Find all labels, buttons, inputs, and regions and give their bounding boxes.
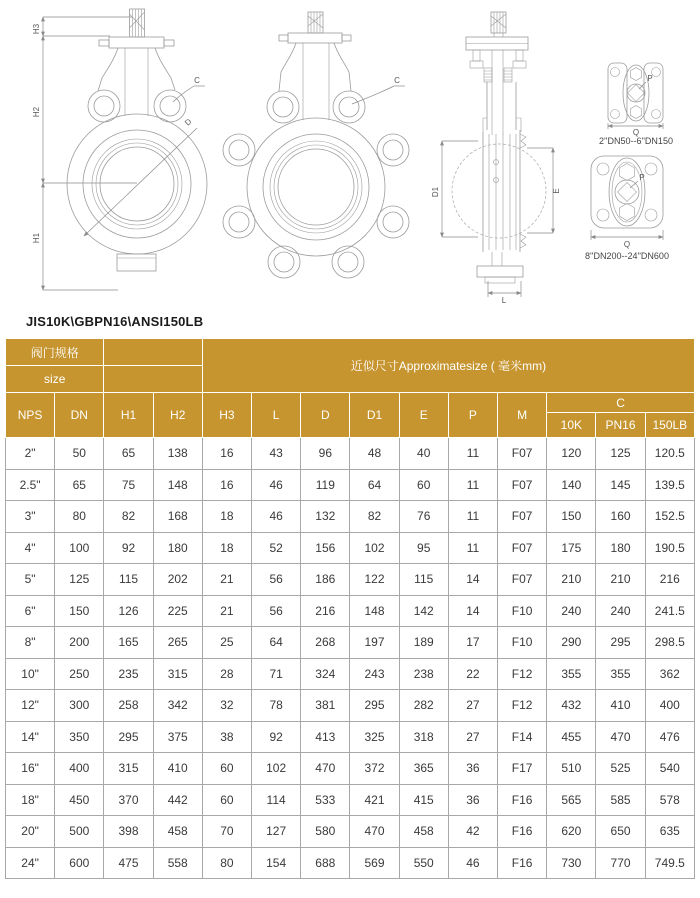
col-header-d1: D1 bbox=[350, 393, 399, 438]
wafer-valve-front-drawing bbox=[32, 9, 207, 290]
pad-caption-small: 2''DN50--6''DN150 bbox=[599, 136, 673, 146]
table-cell: 71 bbox=[252, 658, 301, 690]
table-cell: 27 bbox=[448, 690, 497, 722]
table-cell: 65 bbox=[55, 469, 104, 501]
table-cell: 152.5 bbox=[645, 501, 694, 533]
table-cell: 415 bbox=[399, 784, 448, 816]
table-cell: 197 bbox=[350, 627, 399, 659]
table-cell: 241.5 bbox=[645, 595, 694, 627]
table-cell: 10" bbox=[6, 658, 55, 690]
table-cell: 48 bbox=[350, 438, 399, 470]
table-cell: 36 bbox=[448, 784, 497, 816]
table-cell: 42 bbox=[448, 816, 497, 848]
col-header-p: P bbox=[448, 393, 497, 438]
table-cell: 268 bbox=[301, 627, 350, 659]
dim-label-q-large: Q bbox=[623, 240, 631, 249]
table-cell: 620 bbox=[547, 816, 596, 848]
table-cell: 18 bbox=[202, 501, 251, 533]
table-cell: 210 bbox=[547, 564, 596, 596]
table-cell: 120.5 bbox=[645, 438, 694, 470]
spec-table-body bbox=[6, 438, 695, 879]
col-header-h3: H3 bbox=[202, 393, 251, 438]
table-cell: 216 bbox=[301, 595, 350, 627]
table-cell: 238 bbox=[399, 658, 448, 690]
table-cell: 24" bbox=[6, 847, 55, 879]
table-cell: 398 bbox=[104, 816, 153, 848]
table-cell: 165 bbox=[104, 627, 153, 659]
table-cell: 381 bbox=[301, 690, 350, 722]
table-cell: 150 bbox=[55, 595, 104, 627]
table-cell: 282 bbox=[399, 690, 448, 722]
table-cell: 142 bbox=[399, 595, 448, 627]
table-cell: 243 bbox=[350, 658, 399, 690]
table-cell: 148 bbox=[350, 595, 399, 627]
dim-label-q-small: Q bbox=[632, 128, 640, 137]
table-cell: 432 bbox=[547, 690, 596, 722]
table-cell: 28 bbox=[202, 658, 251, 690]
table-cell: 730 bbox=[547, 847, 596, 879]
dim-label-c-wafer: C bbox=[194, 76, 200, 85]
table-row bbox=[6, 595, 695, 627]
table-cell: 186 bbox=[301, 564, 350, 596]
pad-caption-large: 8''DN200--24''DN600 bbox=[585, 251, 669, 261]
table-cell: F17 bbox=[498, 753, 547, 785]
table-cell: 510 bbox=[547, 753, 596, 785]
table-cell: 40 bbox=[399, 438, 448, 470]
table-cell: 413 bbox=[301, 721, 350, 753]
table-cell: 3" bbox=[6, 501, 55, 533]
table-cell: 688 bbox=[301, 847, 350, 879]
table-cell: 96 bbox=[301, 438, 350, 470]
table-cell: 295 bbox=[596, 627, 645, 659]
table-cell: 650 bbox=[596, 816, 645, 848]
table-row bbox=[6, 784, 695, 816]
table-cell: F07 bbox=[498, 438, 547, 470]
table-row bbox=[6, 532, 695, 564]
table-cell: F12 bbox=[498, 690, 547, 722]
table-cell: 455 bbox=[547, 721, 596, 753]
table-row bbox=[6, 627, 695, 659]
table-cell: 421 bbox=[350, 784, 399, 816]
table-cell: 92 bbox=[252, 721, 301, 753]
table-cell: 125 bbox=[596, 438, 645, 470]
table-cell: 64 bbox=[350, 469, 399, 501]
table-cell: F07 bbox=[498, 501, 547, 533]
table-cell: 52 bbox=[252, 532, 301, 564]
table-cell: 160 bbox=[596, 501, 645, 533]
table-cell: 372 bbox=[350, 753, 399, 785]
table-cell: F07 bbox=[498, 532, 547, 564]
header-empty-cell bbox=[104, 366, 202, 393]
table-cell: 470 bbox=[350, 816, 399, 848]
table-cell: 540 bbox=[645, 753, 694, 785]
table-cell: 189 bbox=[399, 627, 448, 659]
table-cell: 46 bbox=[252, 501, 301, 533]
table-cell: 100 bbox=[55, 532, 104, 564]
table-cell: 50 bbox=[55, 438, 104, 470]
table-cell: 56 bbox=[252, 564, 301, 596]
table-cell: 32 bbox=[202, 690, 251, 722]
dim-label-h1: H1 bbox=[32, 232, 41, 244]
table-cell: 154 bbox=[252, 847, 301, 879]
table-cell: 265 bbox=[153, 627, 202, 659]
iso-pad-large-drawing bbox=[585, 156, 669, 261]
col-header-l: L bbox=[252, 393, 301, 438]
table-cell: 76 bbox=[399, 501, 448, 533]
dim-label-h3: H3 bbox=[32, 23, 41, 35]
valve-side-section-drawing bbox=[431, 12, 561, 305]
col-header-pn16: PN16 bbox=[596, 413, 645, 438]
table-cell: 550 bbox=[399, 847, 448, 879]
table-row bbox=[6, 753, 695, 785]
header-spec-group: 阀门规格 bbox=[6, 339, 104, 366]
table-cell: 148 bbox=[153, 469, 202, 501]
table-cell: 22 bbox=[448, 658, 497, 690]
table-row bbox=[6, 658, 695, 690]
table-cell: 120 bbox=[547, 438, 596, 470]
table-cell: 258 bbox=[104, 690, 153, 722]
table-cell: 458 bbox=[399, 816, 448, 848]
table-cell: 65 bbox=[104, 438, 153, 470]
table-row bbox=[6, 469, 695, 501]
dim-label-c-lug: C bbox=[394, 76, 400, 85]
table-cell: 410 bbox=[153, 753, 202, 785]
table-cell: 300 bbox=[55, 690, 104, 722]
table-cell: 565 bbox=[547, 784, 596, 816]
table-cell: 16 bbox=[202, 469, 251, 501]
header-size: size bbox=[6, 366, 104, 393]
table-cell: 2.5" bbox=[6, 469, 55, 501]
table-cell: 14" bbox=[6, 721, 55, 753]
table-cell: 20" bbox=[6, 816, 55, 848]
table-cell: 145 bbox=[596, 469, 645, 501]
table-cell: 102 bbox=[350, 532, 399, 564]
table-cell: 140 bbox=[547, 469, 596, 501]
spec-table-header bbox=[6, 339, 695, 438]
table-cell: 125 bbox=[55, 564, 104, 596]
table-cell: 770 bbox=[596, 847, 645, 879]
table-cell: 4" bbox=[6, 532, 55, 564]
table-cell: 533 bbox=[301, 784, 350, 816]
table-cell: 216 bbox=[645, 564, 694, 596]
table-cell: 92 bbox=[104, 532, 153, 564]
table-cell: 578 bbox=[645, 784, 694, 816]
table-cell: 114 bbox=[252, 784, 301, 816]
table-cell: 38 bbox=[202, 721, 251, 753]
table-cell: 525 bbox=[596, 753, 645, 785]
table-cell: 95 bbox=[399, 532, 448, 564]
table-cell: 295 bbox=[350, 690, 399, 722]
table-cell: 2" bbox=[6, 438, 55, 470]
table-cell: 21 bbox=[202, 564, 251, 596]
table-cell: 156 bbox=[301, 532, 350, 564]
table-cell: 138 bbox=[153, 438, 202, 470]
table-cell: 75 bbox=[104, 469, 153, 501]
table-cell: 325 bbox=[350, 721, 399, 753]
table-cell: 14 bbox=[448, 564, 497, 596]
dim-label-e: E bbox=[552, 188, 561, 194]
table-row bbox=[6, 847, 695, 879]
table-cell: 600 bbox=[55, 847, 104, 879]
table-cell: 240 bbox=[596, 595, 645, 627]
table-cell: 324 bbox=[301, 658, 350, 690]
table-cell: 202 bbox=[153, 564, 202, 596]
table-row bbox=[6, 501, 695, 533]
table-cell: 60 bbox=[399, 469, 448, 501]
table-cell: 18" bbox=[6, 784, 55, 816]
table-cell: 82 bbox=[104, 501, 153, 533]
table-cell: 315 bbox=[153, 658, 202, 690]
spec-table bbox=[5, 338, 695, 879]
table-cell: 749.5 bbox=[645, 847, 694, 879]
col-header-nps: NPS bbox=[6, 393, 55, 438]
table-cell: 43 bbox=[252, 438, 301, 470]
table-cell: 127 bbox=[252, 816, 301, 848]
dim-label-d1: D1 bbox=[431, 186, 440, 198]
table-cell: 476 bbox=[645, 721, 694, 753]
table-cell: 122 bbox=[350, 564, 399, 596]
table-cell: 365 bbox=[399, 753, 448, 785]
table-cell: 11 bbox=[448, 501, 497, 533]
table-row bbox=[6, 564, 695, 596]
table-cell: 175 bbox=[547, 532, 596, 564]
table-cell: 60 bbox=[202, 784, 251, 816]
table-cell: 470 bbox=[596, 721, 645, 753]
table-cell: 558 bbox=[153, 847, 202, 879]
table-cell: 225 bbox=[153, 595, 202, 627]
dim-label-h2: H2 bbox=[32, 106, 41, 118]
table-cell: 80 bbox=[202, 847, 251, 879]
table-cell: 8" bbox=[6, 627, 55, 659]
table-cell: 11 bbox=[448, 469, 497, 501]
table-cell: 150 bbox=[547, 501, 596, 533]
table-cell: 295 bbox=[104, 721, 153, 753]
table-cell: 500 bbox=[55, 816, 104, 848]
table-cell: 342 bbox=[153, 690, 202, 722]
table-cell: 400 bbox=[645, 690, 694, 722]
dim-label-d: D bbox=[183, 116, 194, 128]
table-cell: 70 bbox=[202, 816, 251, 848]
table-cell: 60 bbox=[202, 753, 251, 785]
table-cell: 14 bbox=[448, 595, 497, 627]
table-cell: 78 bbox=[252, 690, 301, 722]
table-cell: 355 bbox=[547, 658, 596, 690]
page-title: JIS10K\GBPN16\ANSI150LB bbox=[26, 314, 204, 329]
table-cell: 132 bbox=[301, 501, 350, 533]
table-cell: F10 bbox=[498, 627, 547, 659]
table-cell: 355 bbox=[596, 658, 645, 690]
table-cell: 115 bbox=[399, 564, 448, 596]
table-cell: 240 bbox=[547, 595, 596, 627]
table-cell: 350 bbox=[55, 721, 104, 753]
table-cell: 375 bbox=[153, 721, 202, 753]
lug-valve-front-drawing bbox=[223, 12, 409, 278]
table-cell: F14 bbox=[498, 721, 547, 753]
header-approx-size: 近似尺寸Approximatesize ( 毫米mm) bbox=[202, 339, 694, 393]
table-cell: 119 bbox=[301, 469, 350, 501]
table-cell: 82 bbox=[350, 501, 399, 533]
col-header-150lb: 150LB bbox=[645, 413, 694, 438]
table-cell: 21 bbox=[202, 595, 251, 627]
table-cell: 569 bbox=[350, 847, 399, 879]
table-cell: 442 bbox=[153, 784, 202, 816]
col-header-h2: H2 bbox=[153, 393, 202, 438]
table-cell: 210 bbox=[596, 564, 645, 596]
table-row bbox=[6, 816, 695, 848]
table-cell: 16 bbox=[202, 438, 251, 470]
table-cell: 11 bbox=[448, 532, 497, 564]
table-cell: 180 bbox=[596, 532, 645, 564]
header-empty-cell bbox=[104, 339, 202, 366]
col-header-e: E bbox=[399, 393, 448, 438]
table-cell: 450 bbox=[55, 784, 104, 816]
table-cell: 400 bbox=[55, 753, 104, 785]
table-row bbox=[6, 438, 695, 470]
col-header-c-group: C bbox=[547, 393, 695, 413]
table-cell: 126 bbox=[104, 595, 153, 627]
table-cell: 298.5 bbox=[645, 627, 694, 659]
dim-label-l: L bbox=[501, 296, 507, 305]
col-header-10k: 10K bbox=[547, 413, 596, 438]
table-cell: 46 bbox=[448, 847, 497, 879]
table-cell: 25 bbox=[202, 627, 251, 659]
col-header-m: M bbox=[498, 393, 547, 438]
table-cell: F07 bbox=[498, 469, 547, 501]
table-cell: 18 bbox=[202, 532, 251, 564]
table-cell: 370 bbox=[104, 784, 153, 816]
table-cell: F16 bbox=[498, 784, 547, 816]
table-cell: 46 bbox=[252, 469, 301, 501]
valve-stem bbox=[308, 12, 323, 33]
table-row bbox=[6, 690, 695, 722]
table-cell: 80 bbox=[55, 501, 104, 533]
table-cell: 115 bbox=[104, 564, 153, 596]
table-cell: 17 bbox=[448, 627, 497, 659]
table-cell: 36 bbox=[448, 753, 497, 785]
table-cell: 362 bbox=[645, 658, 694, 690]
table-cell: 290 bbox=[547, 627, 596, 659]
table-cell: 580 bbox=[301, 816, 350, 848]
table-cell: 585 bbox=[596, 784, 645, 816]
table-cell: 318 bbox=[399, 721, 448, 753]
table-cell: 6" bbox=[6, 595, 55, 627]
iso-pad-small-drawing bbox=[599, 63, 673, 146]
col-header-dn: DN bbox=[55, 393, 104, 438]
table-cell: 200 bbox=[55, 627, 104, 659]
technical-drawings bbox=[0, 0, 700, 310]
col-header-d: D bbox=[301, 393, 350, 438]
table-cell: F10 bbox=[498, 595, 547, 627]
col-header-h1: H1 bbox=[104, 393, 153, 438]
table-cell: F16 bbox=[498, 847, 547, 879]
table-cell: 470 bbox=[301, 753, 350, 785]
table-row bbox=[6, 721, 695, 753]
table-cell: 12" bbox=[6, 690, 55, 722]
table-cell: 410 bbox=[596, 690, 645, 722]
table-cell: 475 bbox=[104, 847, 153, 879]
table-cell: 235 bbox=[104, 658, 153, 690]
table-cell: 56 bbox=[252, 595, 301, 627]
valve-stem bbox=[130, 9, 145, 37]
table-cell: 27 bbox=[448, 721, 497, 753]
table-cell: 180 bbox=[153, 532, 202, 564]
table-cell: 315 bbox=[104, 753, 153, 785]
dim-label-p-large: P bbox=[639, 173, 645, 182]
table-cell: 635 bbox=[645, 816, 694, 848]
table-cell: 64 bbox=[252, 627, 301, 659]
table-cell: 102 bbox=[252, 753, 301, 785]
table-cell: F16 bbox=[498, 816, 547, 848]
table-cell: 458 bbox=[153, 816, 202, 848]
table-cell: F07 bbox=[498, 564, 547, 596]
table-cell: 190.5 bbox=[645, 532, 694, 564]
table-cell: 16" bbox=[6, 753, 55, 785]
table-cell: 168 bbox=[153, 501, 202, 533]
table-cell: 5" bbox=[6, 564, 55, 596]
table-cell: 11 bbox=[448, 438, 497, 470]
table-cell: 250 bbox=[55, 658, 104, 690]
dim-label-p-small: P bbox=[647, 74, 653, 83]
table-cell: 139.5 bbox=[645, 469, 694, 501]
table-cell: F12 bbox=[498, 658, 547, 690]
